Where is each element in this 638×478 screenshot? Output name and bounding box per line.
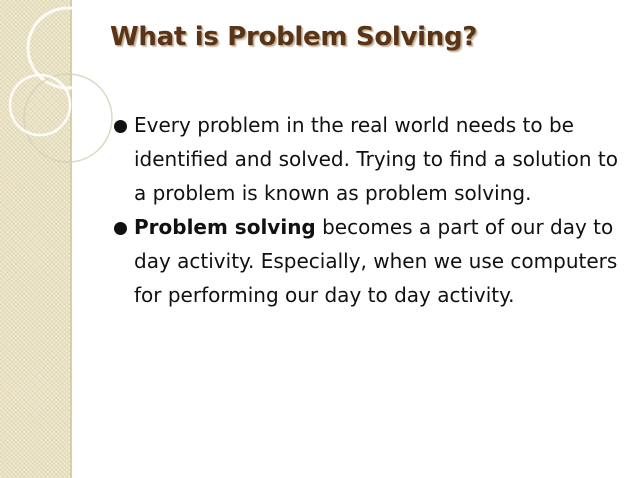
bullet-item [114,108,624,210]
bullet-bold-lead: Problem solving [134,215,316,239]
bullet-text [134,113,618,205]
bullet-text [134,215,617,307]
bullet-dot-icon [114,120,127,133]
bullet-list [114,108,624,312]
bullet-item [114,210,624,312]
bullet-body: Every problem in the real world needs to be identified and solved. Trying to find a solution to a problem is known as problem solving. [134,113,618,205]
slide-title: What is Problem Solving? [110,22,478,52]
bullet-body: becomes a part of our day to day activity. Especially, when we use computers for performing our day to day activity. [134,215,618,307]
bullet-dot-icon [114,222,127,235]
